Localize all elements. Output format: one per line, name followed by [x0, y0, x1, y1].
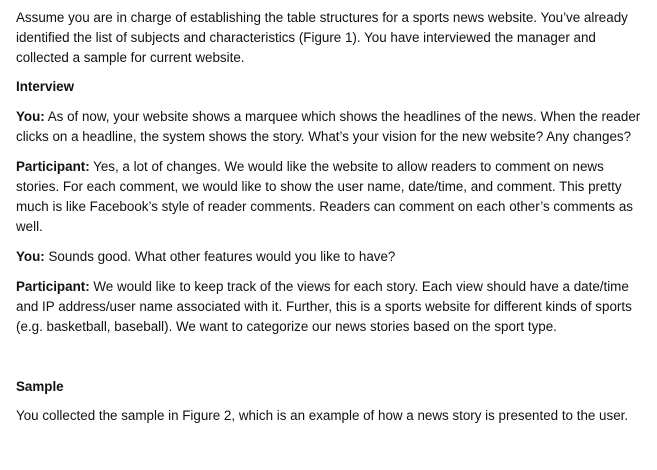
interview-exchange-you-1 [16, 107, 649, 147]
exchange-text: We would like to keep track of the views for each story. Each view should have a date/time and IP address/user name associated with it. Further, this is a sports website for different kinds of sports (e.g. basketball, baseball). We want to categorize our news stories based on the sport type. [16, 279, 632, 334]
interview-exchange-you-2 [16, 247, 649, 267]
speaker-label: You: [16, 109, 45, 124]
interview-heading: Interview [16, 79, 75, 94]
sample-heading: Sample [16, 379, 64, 394]
interview-exchange-participant-2 [16, 277, 649, 337]
exchange-text: Yes, a lot of changes. We would like the website to allow readers to comment on news stories. For each comment, we would like to show the user name, date/time, and comment. This pretty much is like Facebook’s style of reader comments. Readers can comment on each other’s comments as well. [16, 159, 633, 234]
sample-paragraph: You collected the sample in Figure 2, which is an example of how a news story is presented to the user. [16, 408, 629, 423]
speaker-label: Participant: [16, 279, 90, 294]
exchange-text: Sounds good. What other features would you like to have? [44, 249, 396, 264]
exchange-text: As of now, your website shows a marquee which shows the headlines of the news. When the reader clicks on a headline, the system shows the story. What’s your vision for the new website? Any changes? [16, 109, 641, 144]
interview-exchange-participant-1 [16, 157, 649, 237]
speaker-label: You: [16, 249, 45, 264]
intro-paragraph: Assume you are in charge of establishing the table structures for a sports news website. You’ve already identified the list of subjects and characteristics (Figure 1). You have interviewed the manager and collected a sample for current website. [16, 10, 628, 65]
speaker-label: Participant: [16, 159, 90, 174]
